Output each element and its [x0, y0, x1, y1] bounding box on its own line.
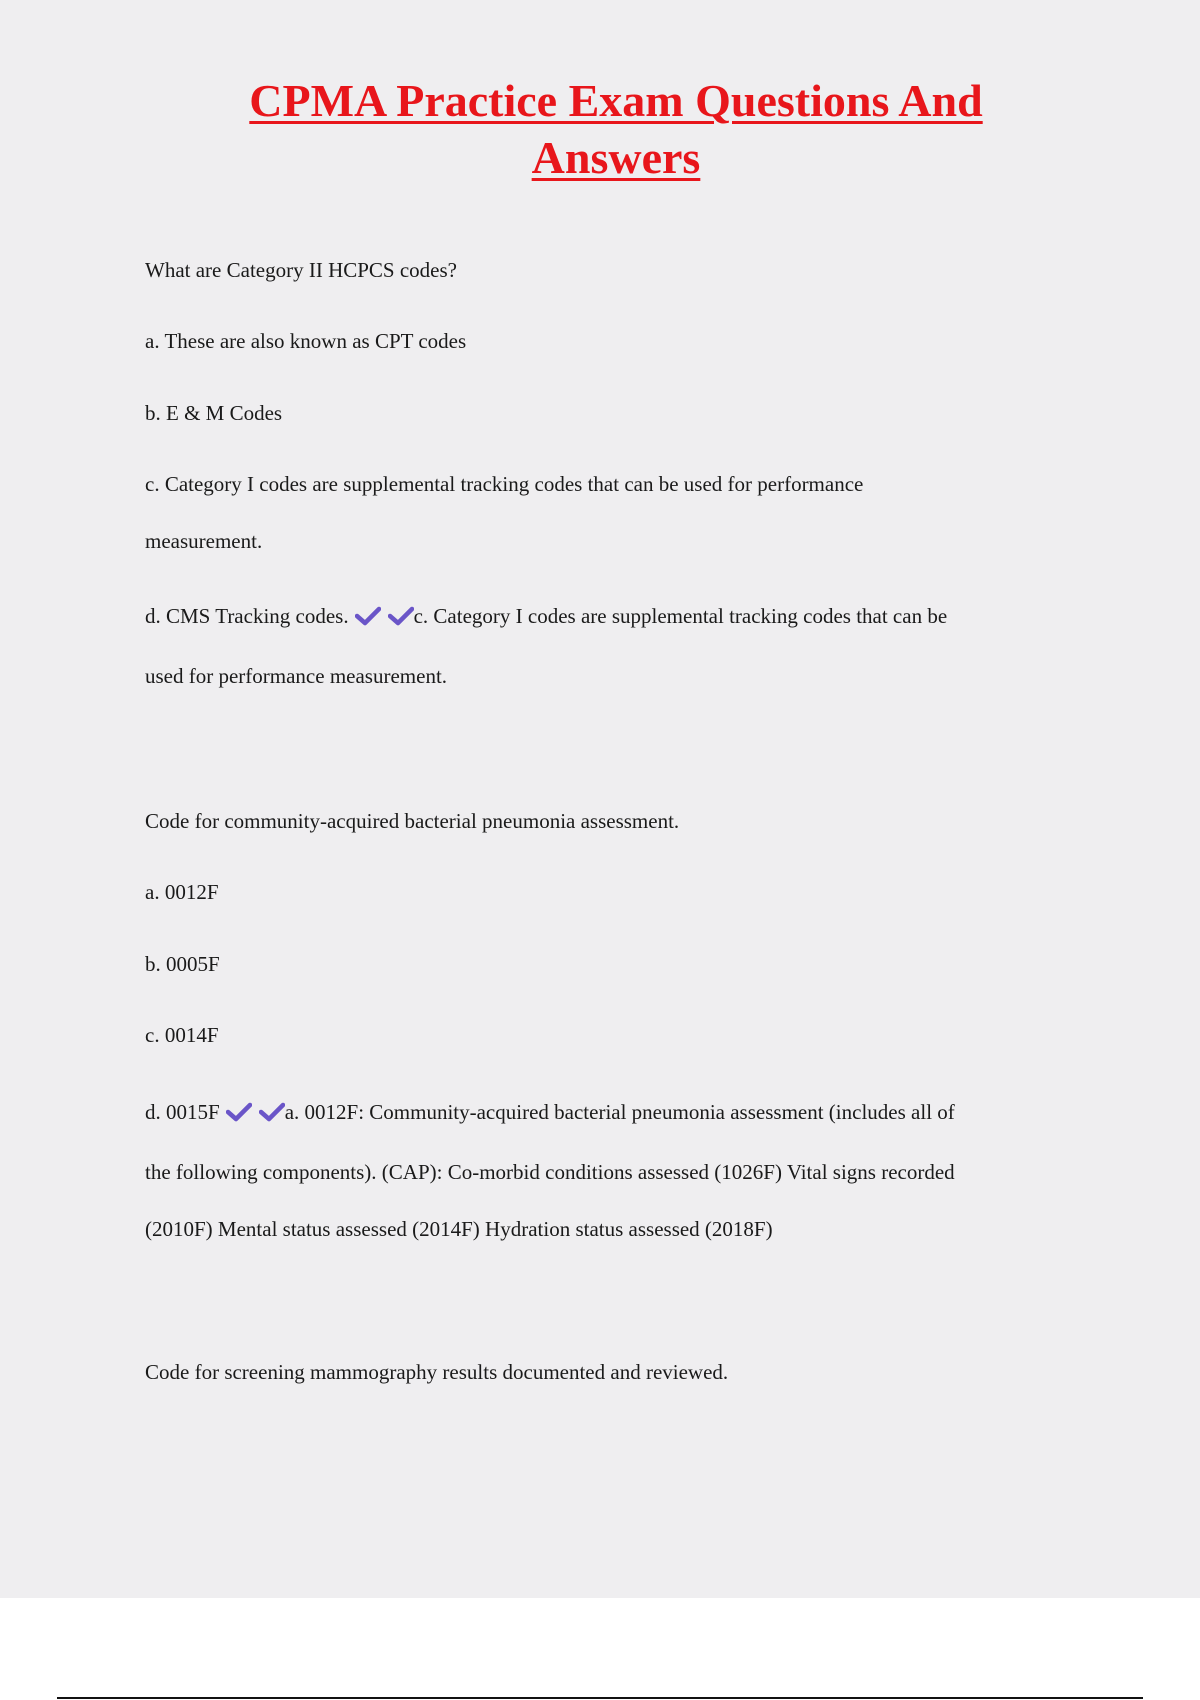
title-line-1: CPMA Practice Exam Questions And — [249, 75, 983, 126]
question-1-option-d: d. CMS Tracking codes. — [145, 604, 349, 628]
footer-divider — [57, 1697, 1143, 1699]
checkmark-icon — [355, 605, 381, 627]
question-1-option-b: b. E & M Codes — [145, 401, 283, 425]
checkmark-icon — [259, 1101, 285, 1123]
question-1-answer-line-2: used for performance measurement. — [145, 664, 448, 688]
checkmark-icon — [388, 605, 414, 627]
question-1-option-a: a. These are also known as CPT codes — [145, 329, 467, 353]
page-title — [0, 72, 1200, 186]
question-2-option-d: d. 0015F — [145, 1100, 220, 1124]
title-line-2: Answers — [531, 132, 701, 183]
question-2-option-c: c. 0014F — [145, 1023, 219, 1047]
question-2-option-b: b. 0005F — [145, 952, 220, 976]
question-1-option-c-line-2: measurement. — [145, 529, 263, 553]
question-3: Code for screening mammography results documented and reviewed. — [145, 1360, 729, 1384]
question-1-option-d-with-answer — [145, 605, 1085, 627]
question-2-option-d-with-answer — [145, 1101, 1085, 1123]
question-1-option-c-line-1: c. Category I codes are supplemental tracking codes that can be used for performance — [145, 472, 864, 496]
question-2: Code for community-acquired bacterial pneumonia assessment. — [145, 809, 680, 833]
question-2-option-a: a. 0012F — [145, 880, 219, 904]
question-2-answer-line-2: the following components). (CAP): Co-morbid conditions assessed (1026F) Vital signs recorded — [145, 1160, 955, 1184]
question-1: What are Category II HCPCS codes? — [145, 258, 457, 282]
question-1-answer-line-1: c. Category I codes are supplemental tracking codes that can be — [413, 604, 948, 628]
question-2-answer-line-1: a. 0012F: Community-acquired bacterial pneumonia assessment (includes all of — [284, 1100, 955, 1124]
question-2-answer-line-3: (2010F) Mental status assessed (2014F) Hydration status assessed (2018F) — [145, 1217, 773, 1241]
checkmark-icon — [226, 1101, 252, 1123]
